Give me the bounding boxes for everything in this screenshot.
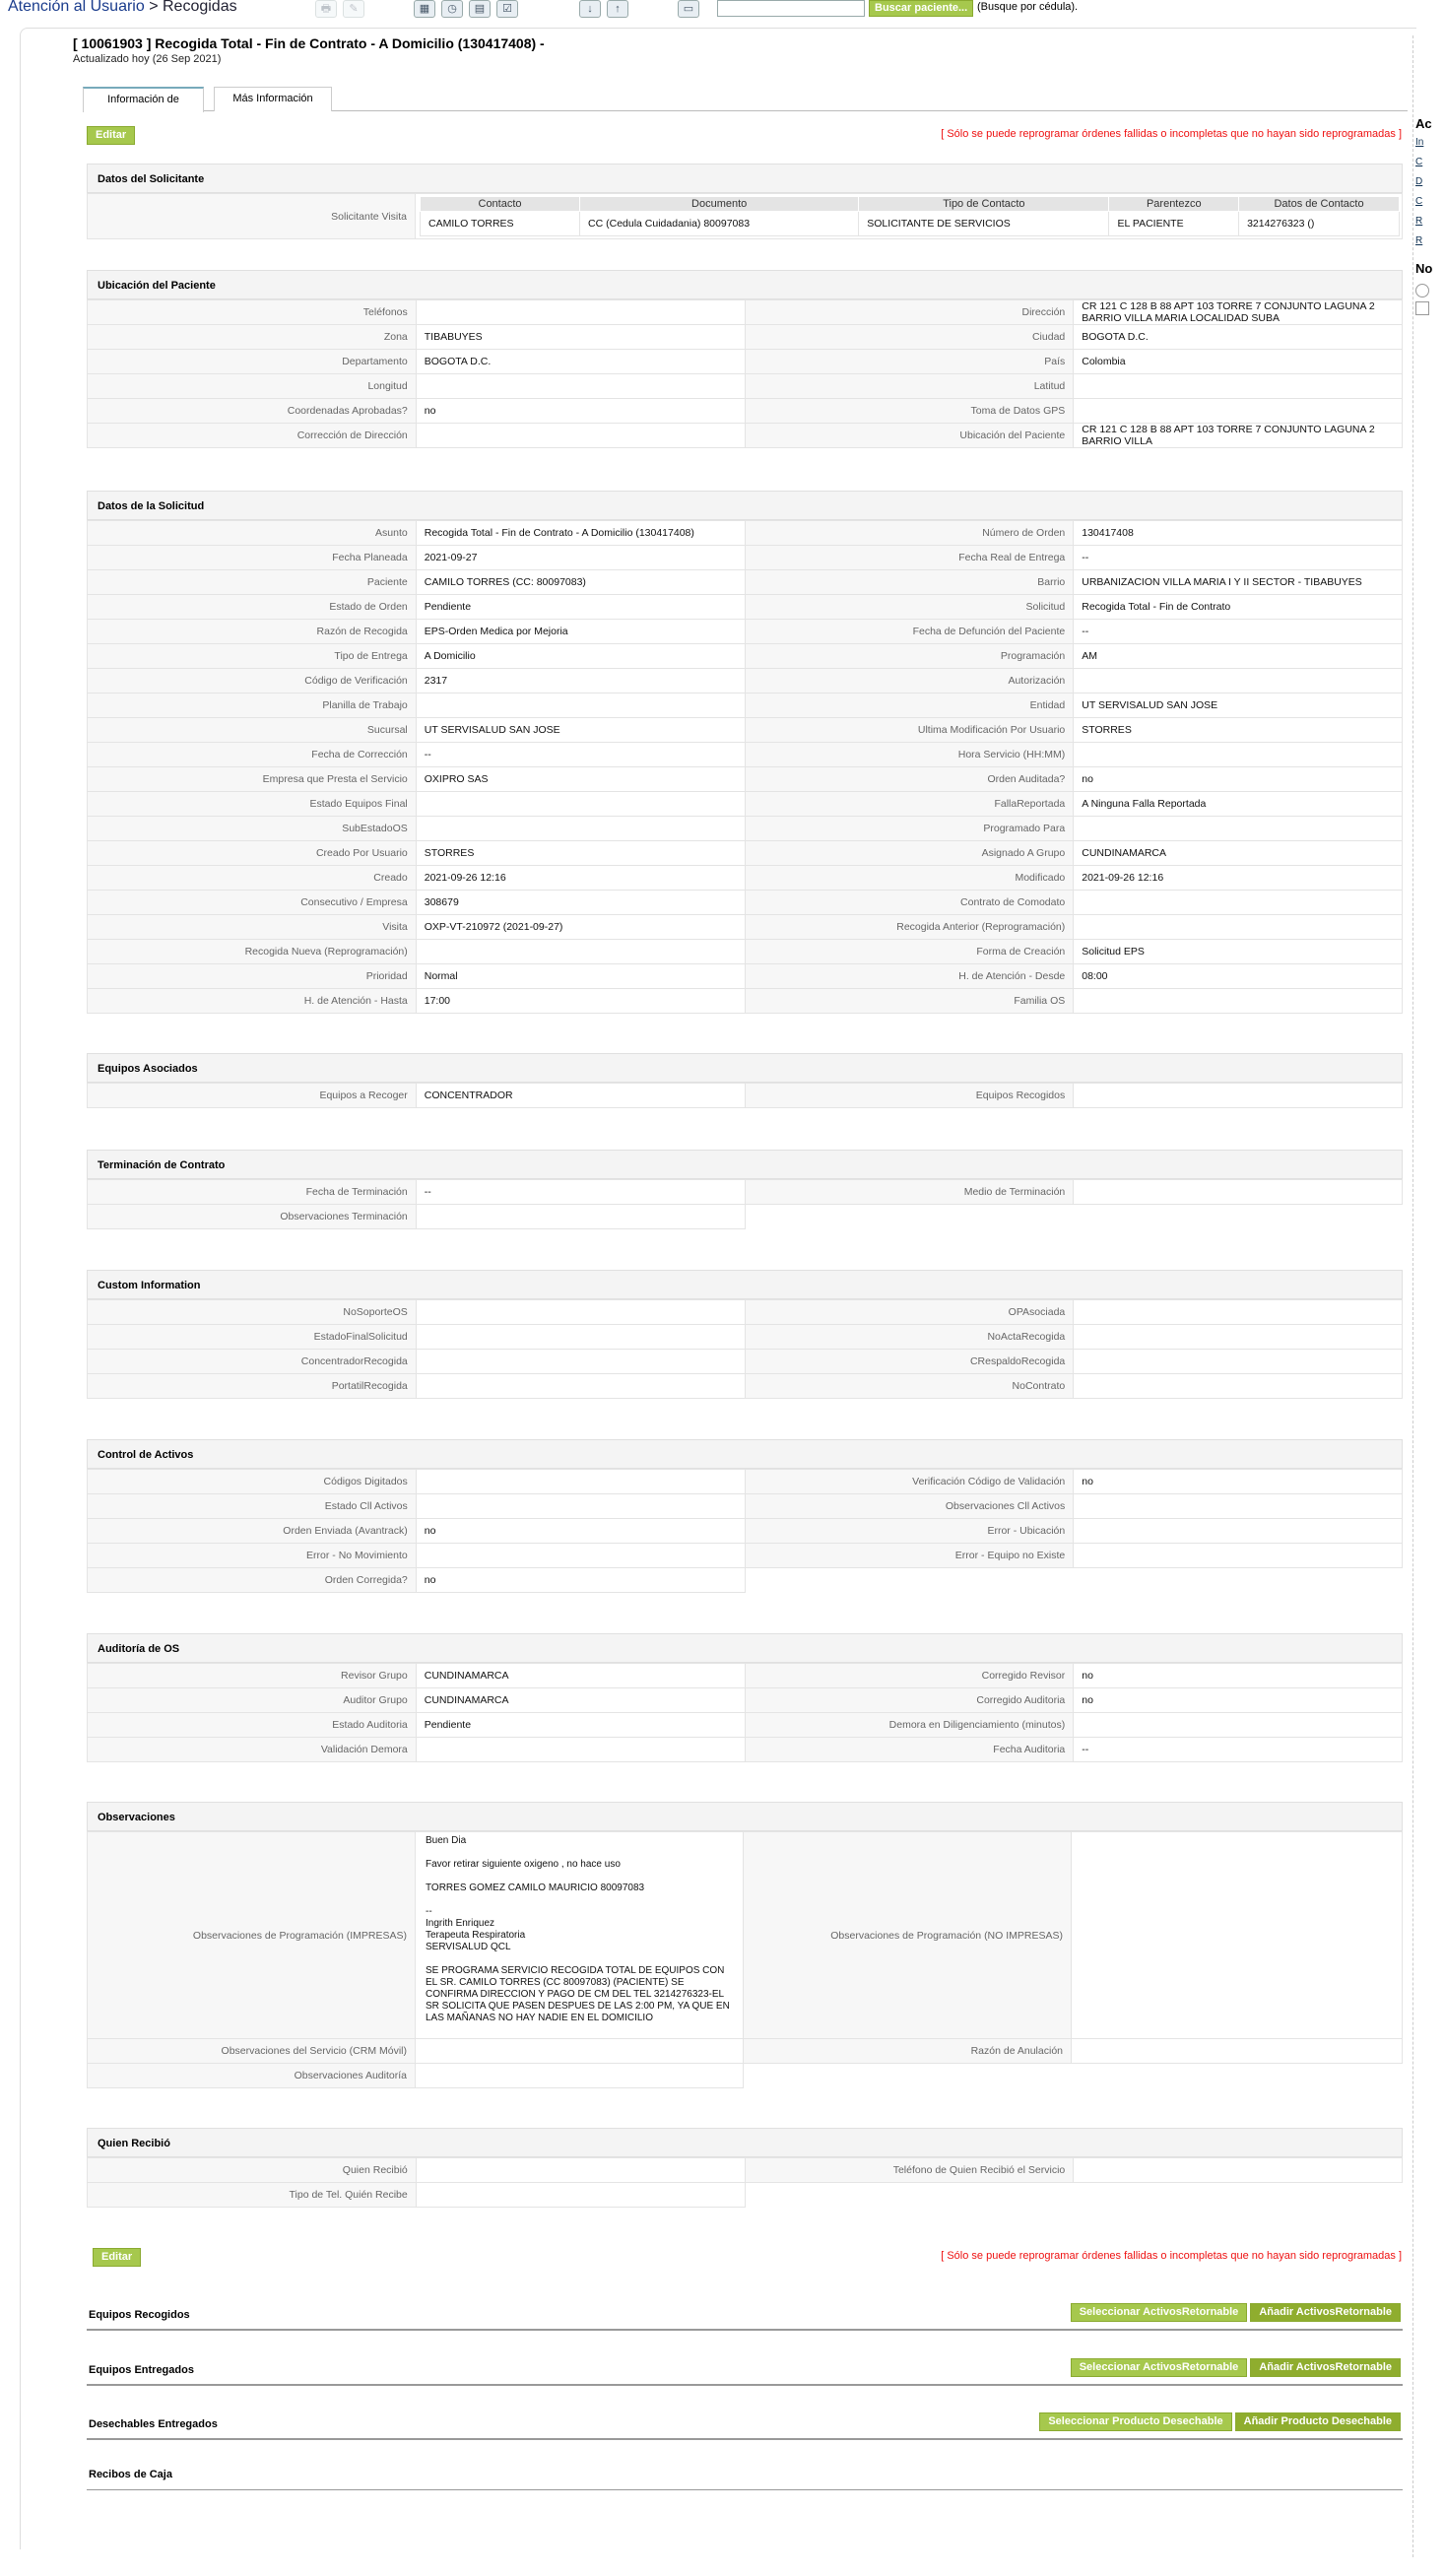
equipos-entregados-title: Equipos Entregados [89,2364,194,2376]
field-label: Corrección de Dirección [88,424,417,448]
field-value: Solicitud EPS [1074,940,1403,964]
breadcrumb [8,0,237,16]
breadcrumb-current: Recogidas [162,0,237,15]
equipos-entregados-bar [87,2358,1403,2386]
field-label: Teléfonos [88,300,417,325]
edit-button-bottom[interactable]: Editar [93,2248,141,2267]
section-terminacion [87,1150,1403,1229]
breadcrumb-link-atencion[interactable]: Atención al Usuario [8,0,145,15]
right-panel-link[interactable]: In [1415,137,1424,148]
field-value: STORRES [1074,718,1403,743]
equipos-recogidos-title: Equipos Recogidos [89,2309,190,2321]
desechables-bar [87,2412,1403,2440]
field-value [1074,1084,1403,1108]
section-heading: Datos del Solicitante [87,164,1403,193]
section-observaciones [87,1802,1403,2088]
field-label: Empresa que Presta el Servicio [88,767,417,792]
section-auditoria [87,1633,1403,1762]
field-label: Medio de Terminación [745,1180,1074,1205]
contact-table [420,196,1400,236]
tab-informacion[interactable]: Información de [83,87,204,112]
tab-bar [83,87,1408,111]
field-label: Creado [88,866,417,891]
field-value: OXIPRO SAS [416,767,745,792]
obs-no-impresas-label: Observaciones de Programación (NO IMPRESAS) [744,1832,1072,2039]
field-value [1074,989,1403,1014]
field-grid [87,1179,1403,1229]
field-label: Paciente [88,570,417,595]
field-label: ConcentradorRecogida [88,1350,417,1374]
right-panel-heading-2: No [1415,261,1433,276]
section-solicitante [87,164,1403,239]
contact-cell: CC (Cedula Cuidadania) 80097083 [580,212,859,236]
clock-icon[interactable]: ◷ [441,0,463,18]
field-value: no [416,1568,745,1593]
field-label: Auditor Grupo [88,1688,417,1713]
obs-impresas-text: Buen Dia Favor retirar siguiente oxigeno , no hace uso TORRES GOMEZ CAMILO MAURICIO 80097083 -- Ingrith Enriquez Terapeuta Respiratoria SERVISALUD QCL SE PROGRAMA SERVICIO RECOGIDA TOTAL DE EQUIPOS CON EL SR. CAMILO TORRES (CC 80097083) (PACIENTE) SE CONFIRMA DIRECCION Y PAGO DE CM DEL TEL 3214276323-EL SR SOLICITA QUE PASEN DESPUES DE LAS 2:00 PM, YA QUE EN LAS MAÑANAS NO HAY NADIE EN EL DOMICILIO [416,1832,744,2039]
field-value [1074,374,1403,399]
field-value: 17:00 [416,989,745,1014]
reprogram-warning-bottom: [ Sólo se puede reprogramar órdenes fallidas o incompletas que no hayan sido reprogramadas ] [941,2250,1402,2262]
field-value: Colombia [1074,350,1403,374]
field-label: Estado Equipos Final [88,792,417,817]
field-value: Normal [416,964,745,989]
contact-cell: SOLICITANTE DE SERVICIOS [859,212,1109,236]
field-label: Fecha Planeada [88,546,417,570]
field-value: 2021-09-26 12:16 [1074,866,1403,891]
field-label: Fecha Auditoria [745,1738,1074,1762]
field-value: Recogida Total - Fin de Contrato [1074,595,1403,620]
field-label: Recogida Nueva (Reprogramación) [88,940,417,964]
obs-auditoria-label: Observaciones Auditoría [88,2064,416,2088]
search-patient-button[interactable]: Buscar paciente... [869,0,973,17]
field-value [416,1350,745,1374]
field-label: Contrato de Comodato [745,891,1074,915]
upload-icon[interactable]: ↑ [607,0,628,18]
field-label: Ciudad [745,325,1074,350]
field-grid [87,1663,1403,1762]
field-value [416,300,745,325]
field-label: Prioridad [88,964,417,989]
field-label: Verificación Código de Validación [745,1470,1074,1494]
field-label: Ubicación del Paciente [745,424,1074,448]
section-heading: Terminación de Contrato [87,1150,1403,1179]
field-label: Recogida Anterior (Reprogramación) [745,915,1074,940]
field-label: Fecha de Defunción del Paciente [745,620,1074,644]
contact-column-header: Datos de Contacto [1239,197,1400,212]
field-value: URBANIZACION VILLA MARIA I Y II SECTOR - TIBABUYES [1074,570,1403,595]
section-heading: Ubicación del Paciente [87,270,1403,299]
field-label: Número de Orden [745,521,1074,546]
section-control-activos [87,1439,1403,1593]
field-value [1074,399,1403,424]
section-heading: Datos de la Solicitud [87,491,1403,520]
field-value: 130417408 [1074,521,1403,546]
field-label: País [745,350,1074,374]
field-label: Corregido Revisor [745,1664,1074,1688]
contact-column-header: Tipo de Contacto [859,197,1109,212]
field-label: Creado Por Usuario [88,841,417,866]
field-label: Solicitante Visita [88,194,416,239]
contact-cell: CAMILO TORRES [421,212,580,236]
field-label: Solicitud [745,595,1074,620]
field-label: Quien Recibió [88,2158,417,2183]
obs-anulacion-label: Razón de Anulación [744,2039,1072,2064]
section-heading: Control de Activos [87,1439,1403,1469]
recibos-bar [87,2463,1403,2490]
clipboard-icon[interactable]: ▤ [469,0,491,18]
field-value: no [1074,1664,1403,1688]
field-value: 08:00 [1074,964,1403,989]
section-equipos-asociados [87,1053,1403,1108]
field-label: H. de Atención - Hasta [88,989,417,1014]
field-value [1074,1519,1403,1544]
field-label: NoSoporteOS [88,1300,417,1325]
field-value: 308679 [416,891,745,915]
field-value [416,1205,745,1229]
field-label: Código de Verificación [88,669,417,694]
field-value: BOGOTA D.C. [416,350,745,374]
field-value [1074,1325,1403,1350]
field-label: Tipo de Tel. Quién Recibe [88,2183,417,2208]
field-value [1074,1544,1403,1568]
field-label: Asunto [88,521,417,546]
section-quien-recibio [87,2128,1403,2208]
add-activos-button[interactable]: Añadir ActivosRetornable [1250,2303,1401,2322]
field-label: Error - Ubicación [745,1519,1074,1544]
field-label: Equipos a Recoger [88,1084,417,1108]
field-label: Demora en Diligenciamiento (minutos) [745,1713,1074,1738]
field-value: no [1074,1470,1403,1494]
field-label: H. de Atención - Desde [745,964,1074,989]
field-label: Error - No Movimiento [88,1544,417,1568]
field-label: Teléfono de Quien Recibió el Servicio [745,2158,1074,2183]
field-value [416,1738,745,1762]
select-producto-button[interactable]: Seleccionar Producto Desechable [1039,2412,1231,2431]
field-value [1074,2158,1403,2183]
panel-divider [1412,35,1413,2557]
right-panel-link[interactable]: R [1415,235,1423,246]
field-value [416,1544,745,1568]
calendar-icon[interactable]: ▦ [414,0,435,18]
field-label: Observaciones Terminación [88,1205,417,1229]
field-label: FallaReportada [745,792,1074,817]
field-value: no [1074,767,1403,792]
field-value: -- [1074,620,1403,644]
add-producto-button[interactable]: Añadir Producto Desechable [1235,2412,1401,2431]
field-label: Forma de Creación [745,940,1074,964]
field-label: Códigos Digitados [88,1470,417,1494]
obs-no-impresas-value [1072,1832,1403,2039]
field-value: 2021-09-26 12:16 [416,866,745,891]
field-value: 2317 [416,669,745,694]
checklist-icon[interactable]: ☑ [496,0,518,18]
field-label: Departamento [88,350,417,374]
field-label: Estado Cll Activos [88,1494,417,1519]
field-value: CUNDINAMARCA [416,1688,745,1713]
obs-servicio-value [416,2039,744,2064]
field-label: Autorización [745,669,1074,694]
field-value [416,1494,745,1519]
field-value: -- [416,743,745,767]
field-value: no [1074,1688,1403,1713]
tab-mas-informacion[interactable]: Más Información [214,87,332,111]
field-label: Observaciones Cll Activos [745,1494,1074,1519]
contact-cell: EL PACIENTE [1109,212,1239,236]
field-value [416,817,745,841]
recibos-title: Recibos de Caja [89,2469,172,2480]
field-label: EstadoFinalSolicitud [88,1325,417,1350]
field-value: TIBABUYES [416,325,745,350]
field-label: Orden Auditada? [745,767,1074,792]
field-value [416,2183,745,2208]
field-label: Visita [88,915,417,940]
select-activos-button[interactable]: Seleccionar ActivosRetornable [1071,2303,1248,2322]
field-label: Consecutivo / Empresa [88,891,417,915]
field-label: Asignado A Grupo [745,841,1074,866]
select-activos-entregados-button[interactable]: Seleccionar ActivosRetornable [1071,2358,1248,2377]
field-value: AM [1074,644,1403,669]
field-value [1074,1494,1403,1519]
section-heading: Quien Recibió [87,2128,1403,2157]
contact-column-header: Parentezco [1109,197,1239,212]
field-value: A Ninguna Falla Reportada [1074,792,1403,817]
field-grid [87,1083,1403,1108]
search-input[interactable] [717,0,865,17]
add-activos-entregados-button[interactable]: Añadir ActivosRetornable [1250,2358,1401,2377]
field-value [416,2158,745,2183]
field-value: UT SERVISALUD SAN JOSE [416,718,745,743]
field-label: Programado Para [745,817,1074,841]
search-hint: (Busque por cédula). [977,1,1079,13]
field-value [1074,1713,1403,1738]
field-value: 2021-09-27 [416,546,745,570]
main-content [73,35,1408,2480]
field-value: CAMILO TORRES (CC: 80097083) [416,570,745,595]
field-label: NoActaRecogida [745,1325,1074,1350]
field-value: CUNDINAMARCA [1074,841,1403,866]
field-value [1074,891,1403,915]
field-value [416,792,745,817]
field-label: Ultima Modificación Por Usuario [745,718,1074,743]
edit-icon[interactable]: ✎ [343,0,364,18]
field-label: Error - Equipo no Existe [745,1544,1074,1568]
field-value [1074,1300,1403,1325]
breadcrumb-separator: > [144,0,163,15]
field-value: CR 121 C 128 B 88 APT 103 TORRE 7 CONJUNTO LAGUNA 2 BARRIO VILLA MARIA LOCALIDAD SUBA [1074,300,1403,325]
field-value: A Domicilio [416,644,745,669]
field-value [416,1300,745,1325]
field-value: OXP-VT-210972 (2021-09-27) [416,915,745,940]
field-value: CONCENTRADOR [416,1084,745,1108]
field-label: Corregido Auditoria [745,1688,1074,1713]
field-grid [87,520,1403,1014]
field-label: Fecha Real de Entrega [745,546,1074,570]
field-value [416,374,745,399]
field-label: Modificado [745,866,1074,891]
field-label: PortatilRecogida [88,1374,417,1399]
edit-button[interactable]: Editar [87,126,135,145]
right-panel-link[interactable]: C [1415,196,1423,207]
field-value [1074,669,1403,694]
section-heading: Custom Information [87,1270,1403,1299]
field-label: Estado Auditoria [88,1713,417,1738]
contact-column-header: Documento [580,197,859,212]
field-value [1074,1374,1403,1399]
field-label: Toma de Datos GPS [745,399,1074,424]
section-solicitud [87,491,1403,1014]
field-value [416,940,745,964]
field-label: Latitud [745,374,1074,399]
field-label: SubEstadoOS [88,817,417,841]
field-label: OPAsociada [745,1300,1074,1325]
field-label: Hora Servicio (HH:MM) [745,743,1074,767]
field-label: Equipos Recogidos [745,1084,1074,1108]
field-label: Familia OS [745,989,1074,1014]
reprogram-warning: [ Sólo se puede reprogramar órdenes fallidas o incompletas que no hayan sido reprogramadas ] [941,128,1402,140]
field-label: Entidad [745,694,1074,718]
radio-icon[interactable] [1415,284,1429,297]
field-label: Fecha de Corrección [88,743,417,767]
field-label: CRespaldoRecogida [745,1350,1074,1374]
field-value: BOGOTA D.C. [1074,325,1403,350]
contact-column-header: Contacto [421,197,580,212]
right-panel-link[interactable]: C [1415,157,1423,167]
field-label: Razón de Recogida [88,620,417,644]
contact-cell: 3214276323 () [1239,212,1400,236]
section-custom-information [87,1270,1403,1399]
equipos-recogidos-bar [87,2303,1403,2331]
right-panel-heading: Ac [1415,116,1432,131]
field-grid [87,1469,1403,1593]
field-value: -- [1074,546,1403,570]
field-value [416,1470,745,1494]
field-value: -- [416,1180,745,1205]
field-value: CUNDINAMARCA [416,1664,745,1688]
field-value [416,694,745,718]
top-toolbar [0,0,1445,22]
section-heading: Auditoría de OS [87,1633,1403,1663]
field-value [1074,1180,1403,1205]
field-label: Barrio [745,570,1074,595]
field-value: no [416,399,745,424]
obs-auditoria-value [416,2064,744,2088]
section-heading: Equipos Asociados [87,1053,1403,1083]
field-value: -- [1074,1738,1403,1762]
right-panel [1415,116,1445,315]
field-label: Orden Corregida? [88,1568,417,1593]
section-ubicacion [87,270,1403,448]
field-value [416,424,745,448]
obs-anulacion-value [1072,2039,1403,2064]
field-label: Zona [88,325,417,350]
field-value [416,1325,745,1350]
field-value [1074,1350,1403,1374]
right-panel-link[interactable]: D [1415,176,1423,187]
field-grid [87,299,1403,448]
field-value: EPS-Orden Medica por Mejoria [416,620,745,644]
field-value [1074,817,1403,841]
checkbox-icon[interactable] [1415,301,1429,315]
field-grid [87,1299,1403,1399]
field-value [1074,743,1403,767]
obs-impresas-label: Observaciones de Programación (IMPRESAS) [88,1832,416,2039]
field-label: Dirección [745,300,1074,325]
field-label: Coordenadas Aprobadas? [88,399,417,424]
obs-servicio-label: Observaciones del Servicio (CRM Móvil) [88,2039,416,2064]
field-value: Recogida Total - Fin de Contrato - A Domicilio (130417408) [416,521,745,546]
field-label: Estado de Orden [88,595,417,620]
field-label: Sucursal [88,718,417,743]
download-icon[interactable]: ↓ [579,0,601,18]
desechables-title: Desechables Entregados [89,2418,218,2430]
field-label: Fecha de Terminación [88,1180,417,1205]
field-value [416,1374,745,1399]
field-label: Planilla de Trabajo [88,694,417,718]
field-label: NoContrato [745,1374,1074,1399]
field-value: Pendiente [416,1713,745,1738]
field-value: Pendiente [416,595,745,620]
section-heading: Observaciones [87,1802,1403,1831]
field-value [1074,915,1403,940]
field-value: STORRES [416,841,745,866]
field-value: no [416,1519,745,1544]
field-label: Validación Demora [88,1738,417,1762]
print-icon[interactable]: 🖶 [315,0,337,18]
field-value: UT SERVISALUD SAN JOSE [1074,694,1403,718]
right-panel-link[interactable]: R [1415,216,1423,227]
field-value: CR 121 C 128 B 88 APT 103 TORRE 7 CONJUNTO LAGUNA 2 BARRIO VILLA [1074,424,1403,448]
monitor-icon[interactable]: ▭ [678,0,699,18]
field-label: Tipo de Entrega [88,644,417,669]
field-label: Revisor Grupo [88,1664,417,1688]
field-label: Programación [745,644,1074,669]
page-title: [ 10061903 ] Recogida Total - Fin de Contrato - A Domicilio (130417408) - [73,35,545,51]
field-grid [87,2157,1403,2208]
field-label: Longitud [88,374,417,399]
updated-text: Actualizado hoy (26 Sep 2021) [73,53,222,65]
field-label: Orden Enviada (Avantrack) [88,1519,417,1544]
